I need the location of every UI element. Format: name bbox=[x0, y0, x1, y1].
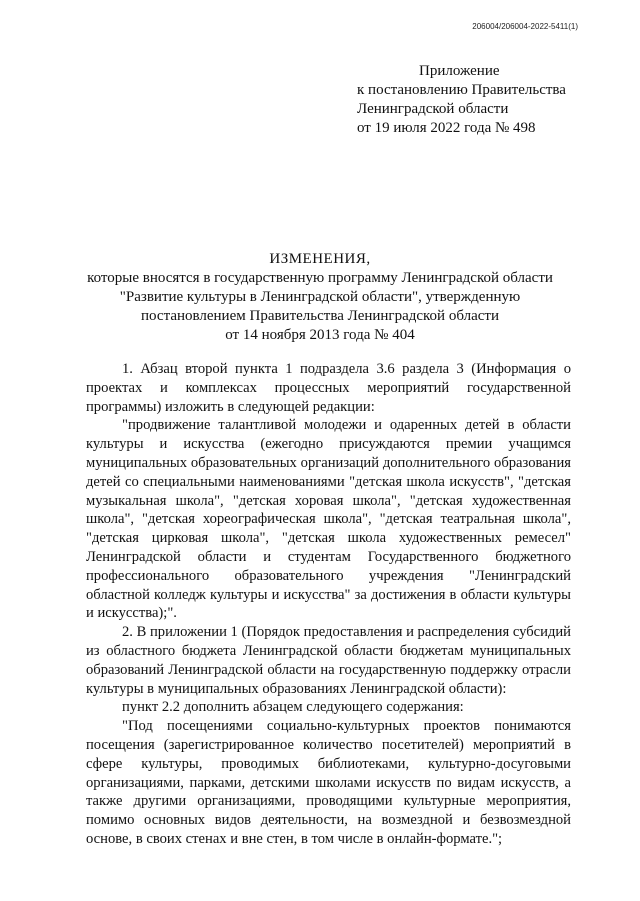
paragraph-item-1: 1. Абзац второй пункта 1 подраздела 3.6 раздела 3 (Информация о проектах и комплексах процессных мероприятий государственной программы) изложить в следующей редакции: bbox=[86, 361, 571, 415]
appendix-reference-line: к постановлению Правительства bbox=[357, 82, 566, 98]
paragraph-instruction: пункт 2.2 дополнить абзацем следующего содержания: bbox=[122, 699, 464, 716]
title-line: которые вносятся в государственную программу Ленинградской области bbox=[87, 270, 553, 286]
document-registration-number: 206004/206004-2022-5411(1) bbox=[472, 22, 578, 31]
appendix-reference-line: Ленинградской области bbox=[357, 101, 509, 117]
document-title-block bbox=[60, 250, 580, 345]
title-line: "Развитие культуры в Ленинградской области", утвержденную bbox=[119, 289, 521, 305]
quoted-paragraph: "Под посещениями социально-культурных проектов понимаются посещения (зарегистрированное количество посетителей) мероприятий в сфере культуры, проводимых библиотеками, культурно-досуговыми организациями, парками, детскими школами искусств по видам искусств, а также другими организациями, проводящими культурные мероприятия, помимо основных видов деятельности, на возмездной и безвозмездной основе, в своих стенах и вне стен, в том числе в онлайн-формате."; bbox=[86, 718, 571, 847]
title-line: от 14 ноября 2013 года № 404 bbox=[225, 327, 415, 343]
title-line: постановлением Правительства Ленинградской области bbox=[141, 308, 499, 324]
document-heading: ИЗМЕНЕНИЯ, bbox=[269, 251, 371, 267]
paragraph-item-2: 2. В приложении 1 (Порядок предоставления и распределения субсидий из областного бюджета Ленинградской области бюджетам муниципальных образований Ленинградской области на государственную поддержку отрасли культуры в муниципальных образованиях Ленинградской области): bbox=[86, 624, 571, 697]
appendix-block bbox=[357, 62, 617, 138]
appendix-label: Приложение bbox=[419, 63, 500, 79]
appendix-date-line: от 19 июля 2022 года № 498 bbox=[357, 120, 536, 136]
document-body bbox=[86, 360, 571, 849]
quoted-paragraph: "продвижение талантливой молодежи и одаренных детей в области культуры и искусства (ежегодно присуждаются премии учащимся муниципальных образовательных организаций дополнительного образования детей со специальными наименованиями "детская школа искусств", "детская музыкальная школа", "детская хоровая школа", "детская художественная школа", "детская хореографическая школа", "детская театральная школа", "детская цирковая школа", "детская школа художественных ремесел" Ленинградской области и студентам Государственного бюджетного профессионального образовательного учреждения "Ленинградский областной колледж культуры и искусства" за достижения в области культуры и искусства);". bbox=[86, 417, 571, 622]
